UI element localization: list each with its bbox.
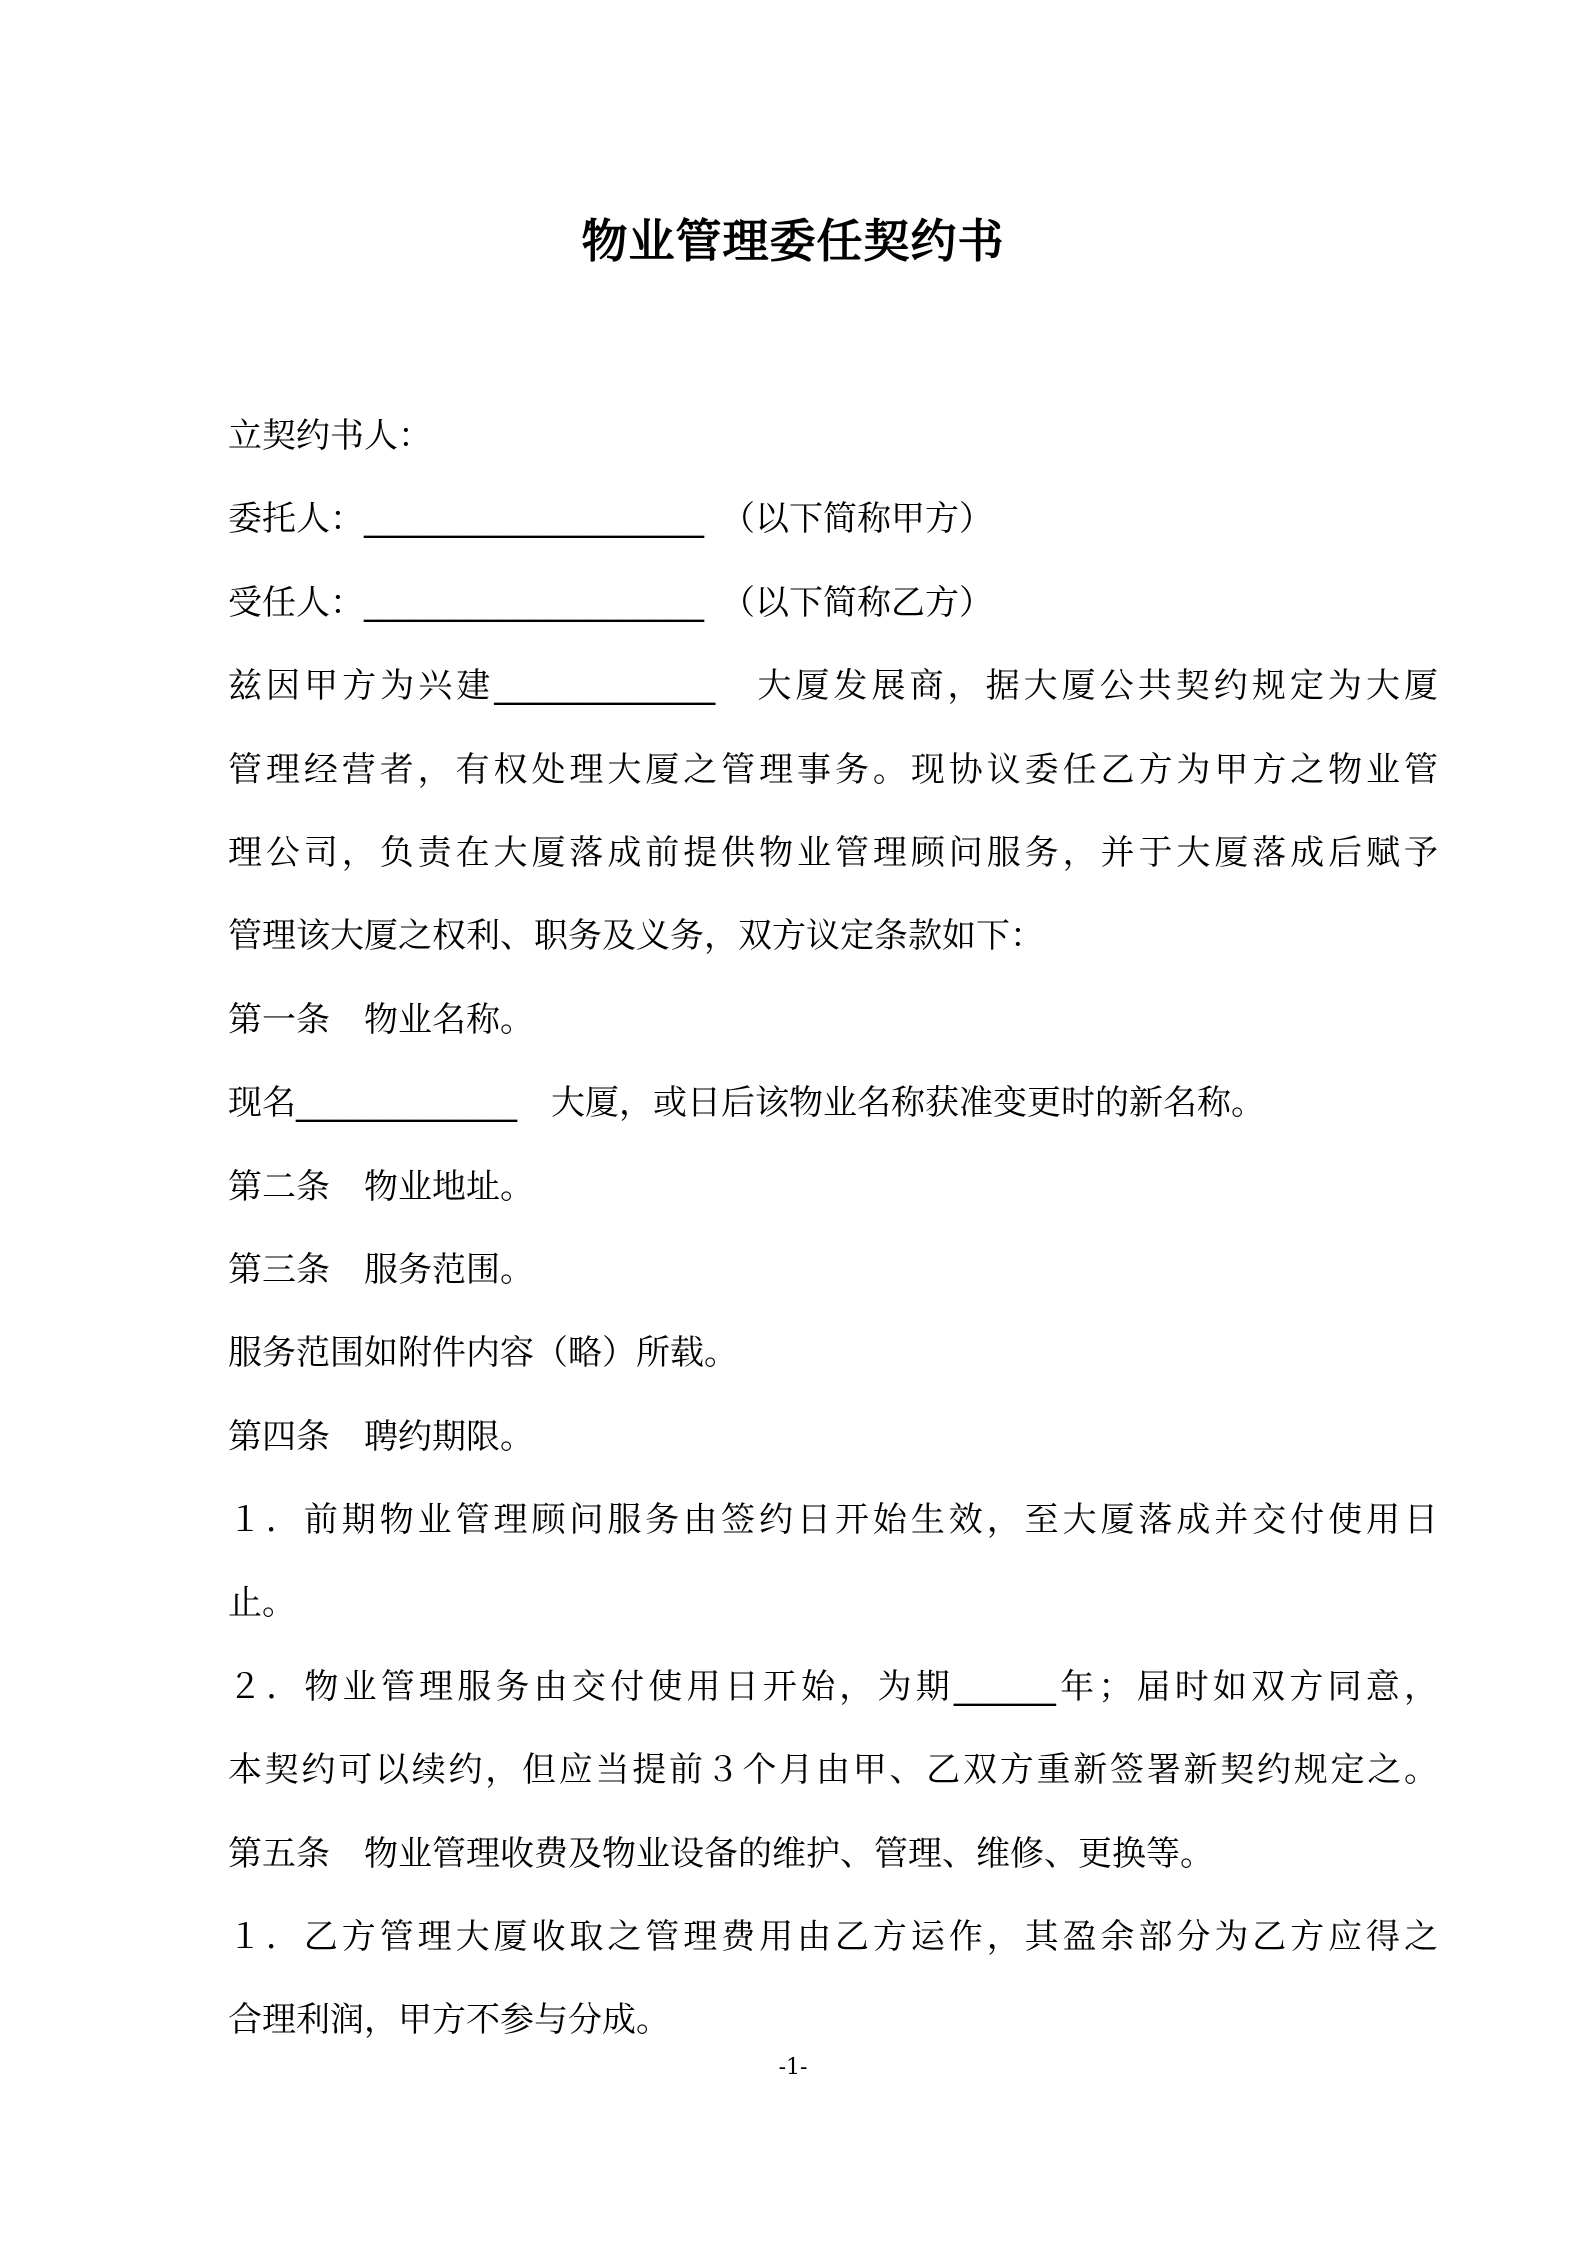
page-number: -1- xyxy=(778,2055,808,2080)
document-title: 物业管理委任契约书 xyxy=(581,214,1005,268)
text-line: 委托人：____________________ （以下简称甲方） xyxy=(228,499,993,540)
text-line: 第三条 服务范围。 xyxy=(228,1249,534,1290)
text-line: 第四条 聘约期限。 xyxy=(228,1416,534,1457)
text-line: 本契约可以续约，但应当提前３个月由甲、乙双方重新签署新契约规定之。 xyxy=(228,1750,1438,1791)
text-line: 合理利润，甲方不参与分成。 xyxy=(228,2000,670,2041)
text-line: 第二条 物业地址。 xyxy=(228,1166,534,1207)
text-line: １．前期物业管理顾问服务由签约日开始生效，至大厦落成并交付使用日 xyxy=(228,1500,1438,1541)
text-line: 兹因甲方为兴建_____________ 大厦发展商，据大厦公共契约规定为大厦 xyxy=(228,666,1438,707)
text-line: ２．物业管理服务由交付使用日开始，为期______年；届时如双方同意， xyxy=(228,1666,1438,1707)
text-line: 第五条 物业管理收费及物业设备的维护、管理、维修、更换等。 xyxy=(228,1833,1214,1874)
text-line: 立契约书人： xyxy=(228,416,432,456)
text-line: 现名_____________ 大厦，或日后该物业名称获准变更时的新名称。 xyxy=(228,1083,1265,1124)
text-line: 止。 xyxy=(228,1583,296,1624)
text-line: 第一条 物业名称。 xyxy=(228,999,534,1040)
document-body xyxy=(228,395,1438,2063)
text-line: 管理经营者，有权处理大厦之管理事务。现协议委任乙方为甲方之物业管 xyxy=(228,749,1438,790)
text-line: 管理该大厦之权利、职务及义务，双方议定条款如下： xyxy=(228,916,1044,957)
text-line: 受任人：____________________ （以下简称乙方） xyxy=(228,582,993,623)
text-line: １．乙方管理大厦收取之管理费用由乙方运作，其盈余部分为乙方应得之 xyxy=(228,1917,1438,1958)
text-line: 服务范围如附件内容（略）所载。 xyxy=(228,1333,738,1374)
text-line: 理公司，负责在大厦落成前提供物业管理顾问服务，并于大厦落成后赋予 xyxy=(228,832,1438,873)
